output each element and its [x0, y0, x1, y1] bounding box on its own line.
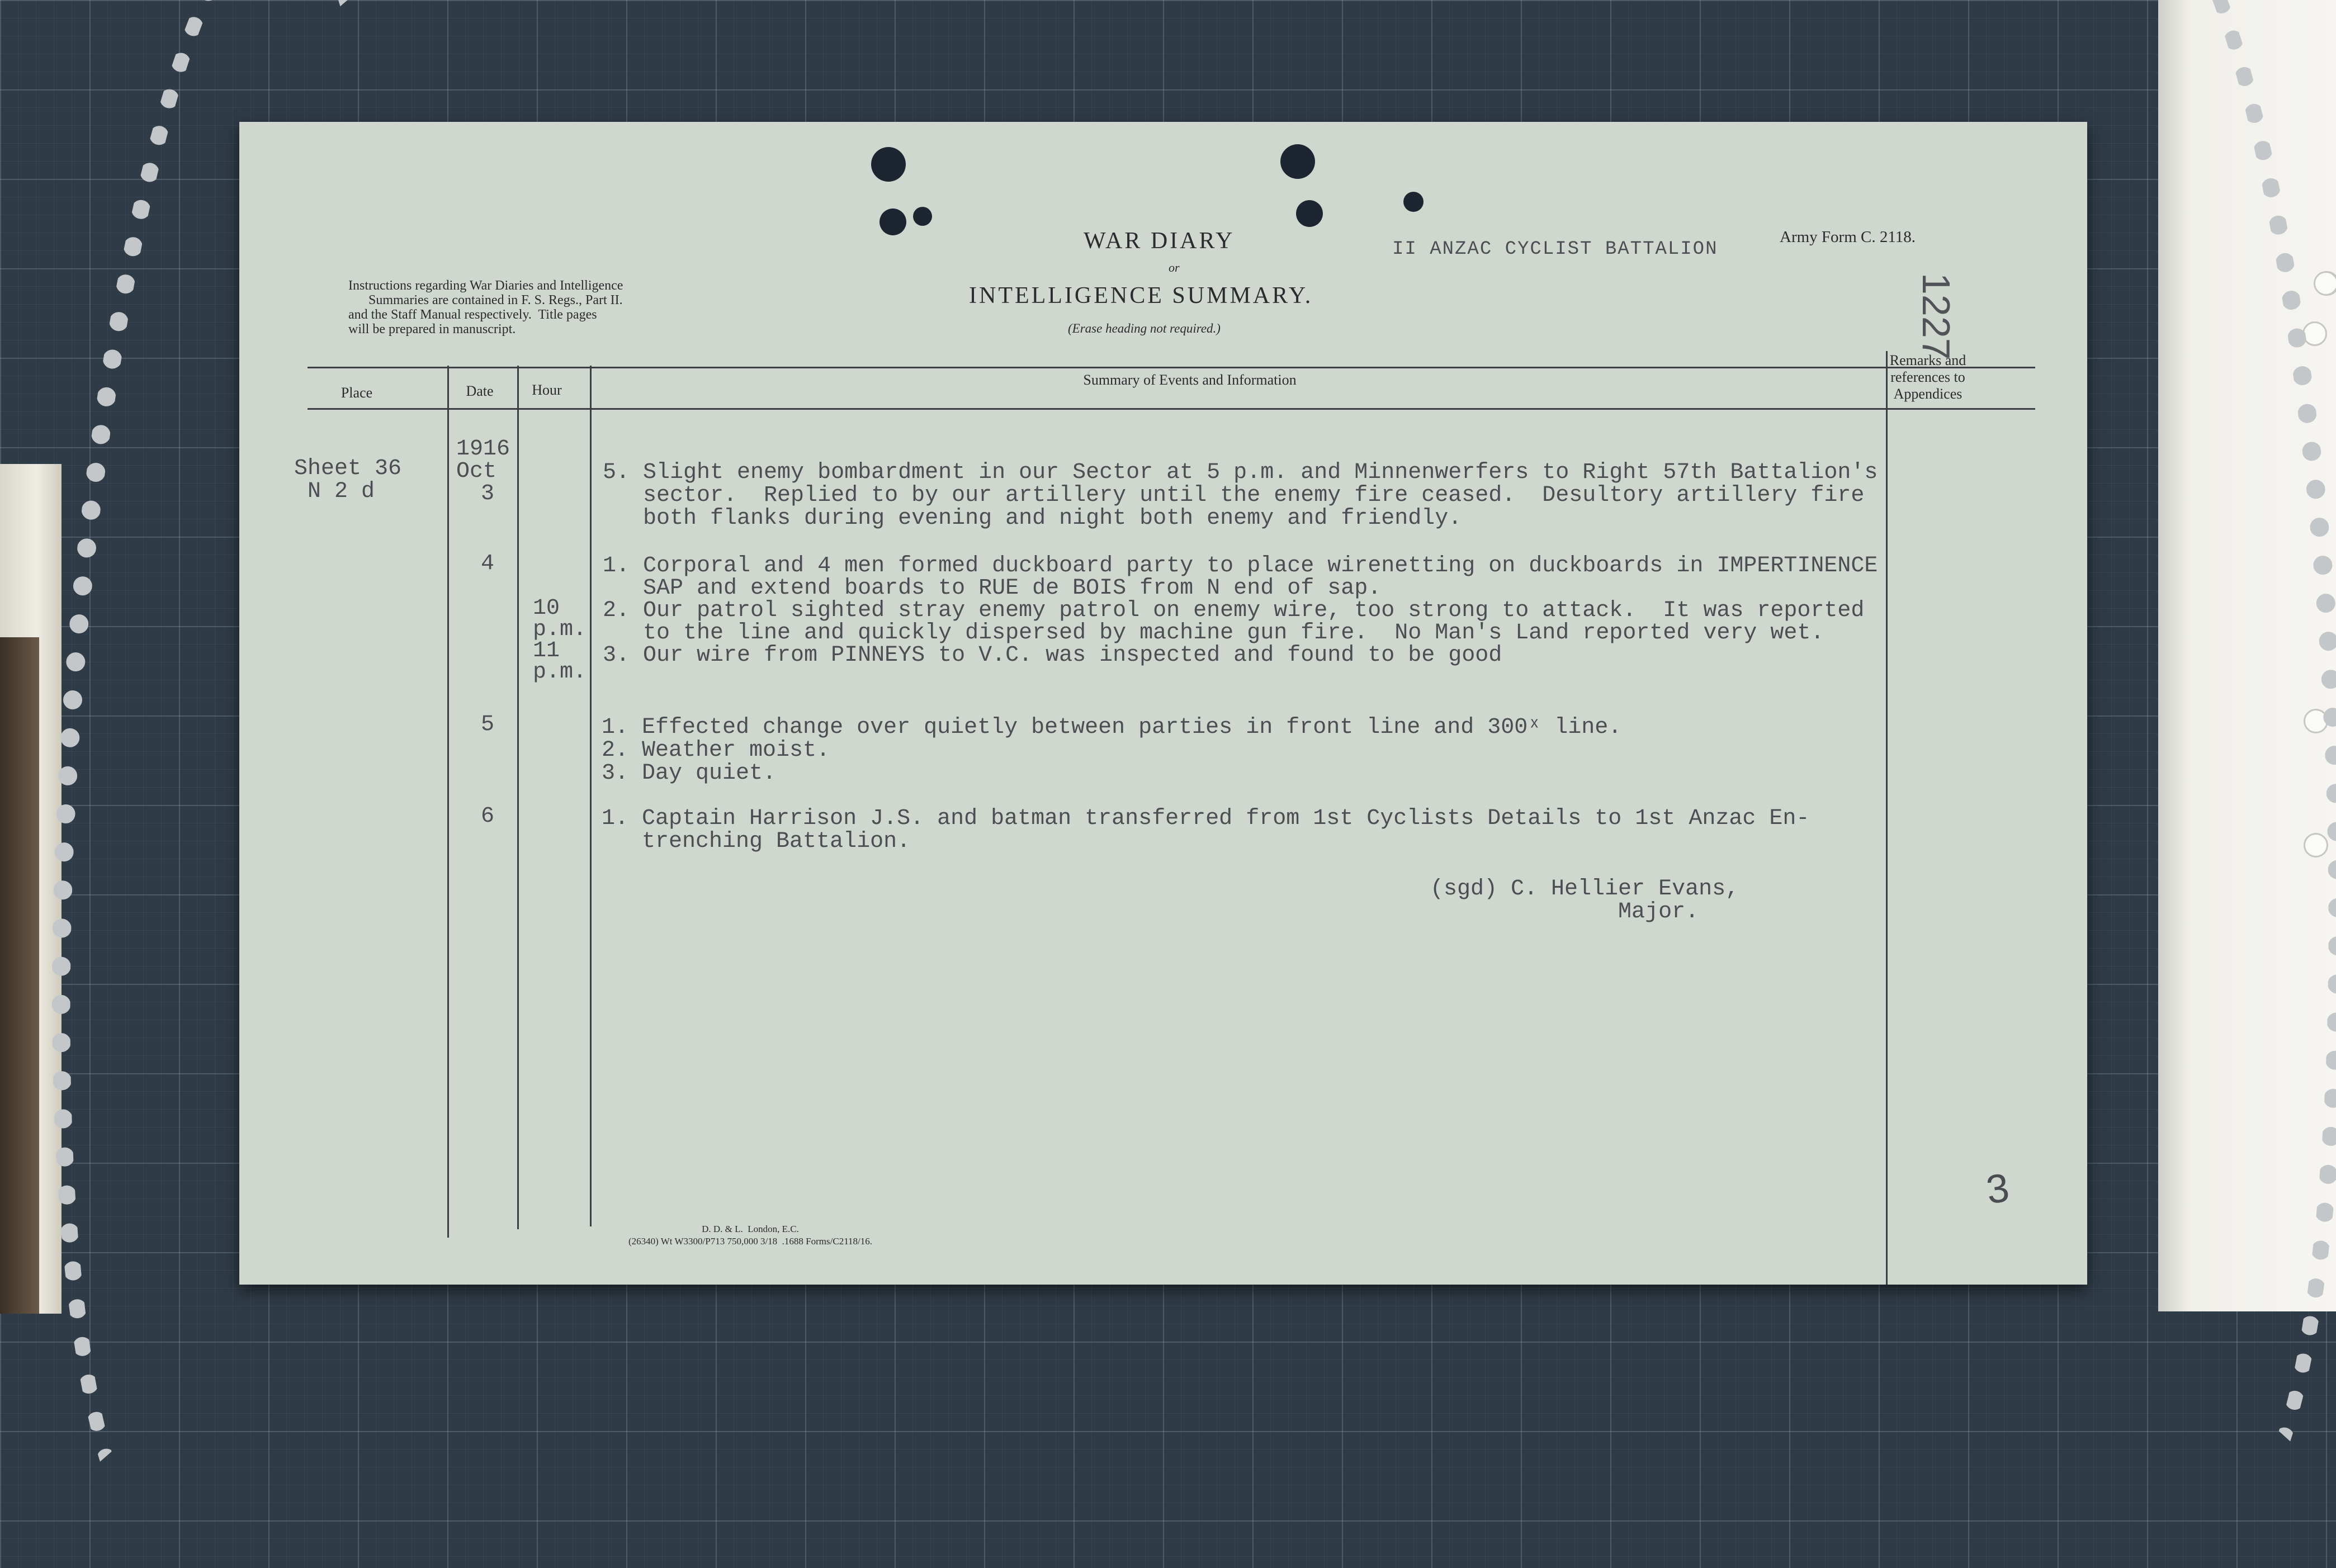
column-divider-hour: [517, 366, 519, 1229]
punch-hole: [1296, 200, 1323, 227]
header-top-rule: [308, 367, 2035, 368]
column-header-date: Date: [466, 383, 494, 399]
date-day: 4: [481, 551, 495, 576]
form-identifier: Army Form C. 2118.: [1780, 228, 1916, 246]
punch-hole: [871, 147, 906, 182]
page-number: 3: [1983, 1165, 2012, 1213]
column-header-hour: Hour: [532, 382, 562, 398]
date-day: 6: [481, 804, 495, 829]
column-divider-date: [447, 366, 449, 1238]
erase-heading-note: (Erase heading not required.): [1068, 321, 1221, 335]
entry-hours: 10 p.m. 11 p.m.: [533, 596, 587, 685]
date-year: 1916: [456, 437, 510, 462]
entry-text: 1. Corporal and 4 men formed duckboard party to place wirenetting on duckboards in IMPERTINENCE SAP and extend boards to RUE de BOIS from N end of sap. 2. Our patrol sighted stray enemy patrol on enemy wire, too strong to attack. It was reported to the line and quickly dispersed by machine gun fire. No Man's Land reported very wet. 3. Our wire from PINNEYS to V.C. was inspected and found to be good: [603, 553, 1878, 668]
entry-text: 5. Slight enemy bombardment in our Sector at 5 p.m. and Minnenwerfers to Right 57th Battalion's sector. Replied to by our artillery until the enemy fire ceased. Desultory artillery fire both flanks during evening and night both enemy and friendly.: [603, 460, 1878, 531]
title-intelligence-summary: INTELLIGENCE SUMMARY.: [969, 283, 1313, 309]
punch-hole: [913, 207, 932, 226]
punch-hole: [1280, 144, 1315, 179]
column-header-remarks: Remarks and references to Appendices: [1889, 352, 1966, 402]
column-header-summary: Summary of Events and Information: [1083, 372, 1297, 388]
punch-hole: [879, 209, 906, 235]
column-divider-remarks: [1886, 351, 1888, 1285]
title-or: or: [1169, 260, 1180, 274]
instructions-note: Instructions regarding War Diaries and Intelligence Summaries are contained in F. S. Regs., Part II. and the Staff Manual respectively. Title pages will be prepared in manuscript.: [348, 278, 623, 337]
folio-number: 1227: [1914, 273, 1958, 360]
punch-hole: [2314, 271, 2336, 296]
header-bottom-rule: [308, 408, 2035, 410]
punch-hole: [1403, 192, 1424, 212]
unit-name: II ANZAC CYCLIST BATTALION: [1392, 239, 1718, 260]
date-day: 3: [481, 481, 495, 506]
place-reference: Sheet 36 N 2 d: [294, 456, 402, 504]
column-divider-summary: [590, 366, 592, 1226]
printer-imprint: D. D. & L. London, E.C. (26340) Wt W3300/P713 750,000 3/18 .1688 Forms/C2118/16.: [628, 1224, 873, 1247]
column-header-place: Place: [341, 385, 373, 401]
entry-text: 1. Effected change over quietly between parties in front line and 300ˣ line. 2. Weather moist. 3. Day quiet.: [602, 715, 1622, 786]
war-diary-sheet: [239, 122, 2087, 1285]
date-day: 5: [481, 712, 495, 737]
date-month: Oct: [456, 459, 497, 484]
entry-text: 1. Captain Harrison J.S. and batman transferred from 1st Cyclists Details to 1st Anzac En- trenching Battalion.: [602, 806, 1810, 854]
title-war-diary: WAR DIARY: [1084, 228, 1235, 254]
binder-cover: [0, 637, 39, 1314]
signature: (sgd) C. Hellier Evans, Major.: [1430, 877, 1739, 925]
